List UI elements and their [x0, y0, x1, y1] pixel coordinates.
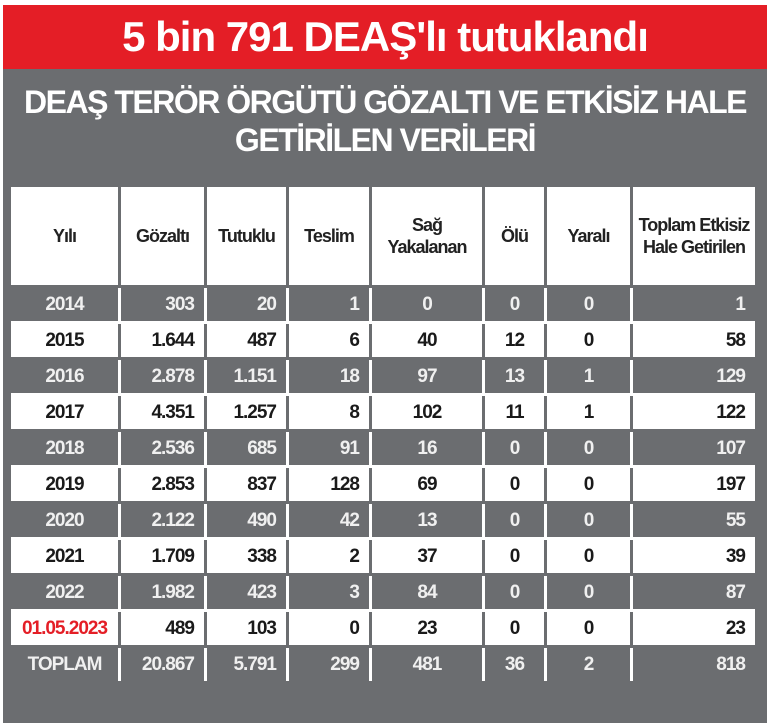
headline-text: 5 bin 791 DEAŞ'lı tutuklandı: [122, 13, 648, 60]
column-header-surrendered: Teslim: [289, 187, 372, 288]
table-row: [11, 540, 755, 576]
total-arrested: 5.791: [207, 648, 289, 681]
cell-killed: 11: [485, 396, 547, 432]
cell-killed: 0: [485, 288, 547, 324]
column-header-total-neutralized: Toplam Etkisiz Hale Getirilen: [633, 187, 755, 288]
cell-surrendered: 0: [289, 612, 372, 648]
table-row: [11, 396, 755, 432]
cell-captured-alive: 37: [372, 540, 485, 576]
cell-detained: 2.853: [121, 468, 207, 504]
cell-year: 2018: [11, 432, 121, 468]
table-row: [11, 360, 755, 396]
cell-year: 2016: [11, 360, 121, 396]
total-surrendered: 299: [289, 648, 372, 681]
cell-total-neutralized: 129: [633, 360, 755, 396]
total-detained: 20.867: [121, 648, 207, 681]
total-captured-alive: 481: [372, 648, 485, 681]
cell-arrested: 487: [207, 324, 289, 360]
cell-detained: 2.536: [121, 432, 207, 468]
cell-total-neutralized: 122: [633, 396, 755, 432]
column-header-wounded: Yaralı: [547, 187, 633, 288]
subtitle-line-1: DEAŞ TERÖR ÖRGÜTÜ GÖZALTI VE ETKİSİZ HALE: [24, 84, 746, 120]
cell-total-neutralized: 55: [633, 504, 755, 540]
cell-wounded: 0: [547, 504, 633, 540]
table-row: [11, 576, 755, 612]
cell-surrendered: 3: [289, 576, 372, 612]
cell-wounded: 0: [547, 432, 633, 468]
cell-wounded: 0: [547, 576, 633, 612]
cell-wounded: 1: [547, 396, 633, 432]
cell-year: 2021: [11, 540, 121, 576]
cell-killed: 0: [485, 504, 547, 540]
cell-captured-alive: 13: [372, 504, 485, 540]
cell-total-neutralized: 39: [633, 540, 755, 576]
cell-total-neutralized: 197: [633, 468, 755, 504]
total-wounded: 2: [547, 648, 633, 681]
cell-total-neutralized: 1: [633, 288, 755, 324]
table-row: [11, 468, 755, 504]
cell-arrested: 423: [207, 576, 289, 612]
cell-surrendered: 2: [289, 540, 372, 576]
cell-year: 2014: [11, 288, 121, 324]
headline-banner: [3, 5, 767, 69]
total-killed: 36: [485, 648, 547, 681]
cell-captured-alive: 97: [372, 360, 485, 396]
column-header-killed: Ölü: [485, 187, 547, 288]
cell-total-neutralized: 58: [633, 324, 755, 360]
table-subtitle: [3, 83, 767, 159]
table-row: [11, 432, 755, 468]
cell-killed: 0: [485, 576, 547, 612]
cell-wounded: 0: [547, 468, 633, 504]
cell-arrested: 20: [207, 288, 289, 324]
cell-wounded: 0: [547, 540, 633, 576]
cell-surrendered: 91: [289, 432, 372, 468]
cell-detained: 303: [121, 288, 207, 324]
cell-arrested: 1.257: [207, 396, 289, 432]
cell-total-neutralized: 107: [633, 432, 755, 468]
cell-year: 2015: [11, 324, 121, 360]
cell-detained: 2.878: [121, 360, 207, 396]
cell-surrendered: 1: [289, 288, 372, 324]
cell-detained: 489: [121, 612, 207, 648]
cell-detained: 1.982: [121, 576, 207, 612]
cell-year: 2019: [11, 468, 121, 504]
table-row: [11, 324, 755, 360]
cell-killed: 12: [485, 324, 547, 360]
cell-surrendered: 8: [289, 396, 372, 432]
cell-surrendered: 42: [289, 504, 372, 540]
subtitle-line-2: GETİRİLEN VERİLERİ: [234, 122, 536, 158]
total-total-neutralized: 818: [633, 648, 755, 681]
cell-killed: 13: [485, 360, 547, 396]
column-header-detained: Gözaltı: [121, 187, 207, 288]
cell-captured-alive: 16: [372, 432, 485, 468]
total-year: TOPLAM: [11, 648, 121, 681]
data-table: [11, 187, 755, 681]
table-row: [11, 504, 755, 540]
cell-arrested: 685: [207, 432, 289, 468]
cell-year: 2022: [11, 576, 121, 612]
cell-arrested: 490: [207, 504, 289, 540]
cell-wounded: 0: [547, 288, 633, 324]
cell-killed: 0: [485, 432, 547, 468]
column-header-arrested: Tutuklu: [207, 187, 289, 288]
cell-detained: 1.709: [121, 540, 207, 576]
cell-captured-alive: 0: [372, 288, 485, 324]
cell-captured-alive: 102: [372, 396, 485, 432]
cell-captured-alive: 40: [372, 324, 485, 360]
cell-surrendered: 6: [289, 324, 372, 360]
cell-surrendered: 128: [289, 468, 372, 504]
cell-surrendered: 18: [289, 360, 372, 396]
table-row: [11, 288, 755, 324]
cell-total-neutralized: 23: [633, 612, 755, 648]
cell-arrested: 338: [207, 540, 289, 576]
cell-captured-alive: 84: [372, 576, 485, 612]
cell-detained: 4.351: [121, 396, 207, 432]
column-header-captured-alive: Sağ Yakalanan: [372, 187, 485, 288]
cell-year: 2017: [11, 396, 121, 432]
cell-detained: 1.644: [121, 324, 207, 360]
cell-year: 01.05.2023: [11, 612, 121, 648]
header-row: [11, 187, 755, 288]
cell-arrested: 837: [207, 468, 289, 504]
cell-total-neutralized: 87: [633, 576, 755, 612]
total-row: [11, 648, 755, 681]
column-header-year: Yılı: [11, 187, 121, 288]
cell-captured-alive: 69: [372, 468, 485, 504]
cell-year: 2020: [11, 504, 121, 540]
cell-killed: 0: [485, 540, 547, 576]
cell-arrested: 103: [207, 612, 289, 648]
cell-captured-alive: 23: [372, 612, 485, 648]
cell-wounded: 0: [547, 612, 633, 648]
cell-wounded: 1: [547, 360, 633, 396]
data-panel: [3, 69, 767, 723]
cell-arrested: 1.151: [207, 360, 289, 396]
cell-wounded: 0: [547, 324, 633, 360]
table-row: [11, 612, 755, 648]
cell-killed: 0: [485, 468, 547, 504]
cell-killed: 0: [485, 612, 547, 648]
cell-detained: 2.122: [121, 504, 207, 540]
